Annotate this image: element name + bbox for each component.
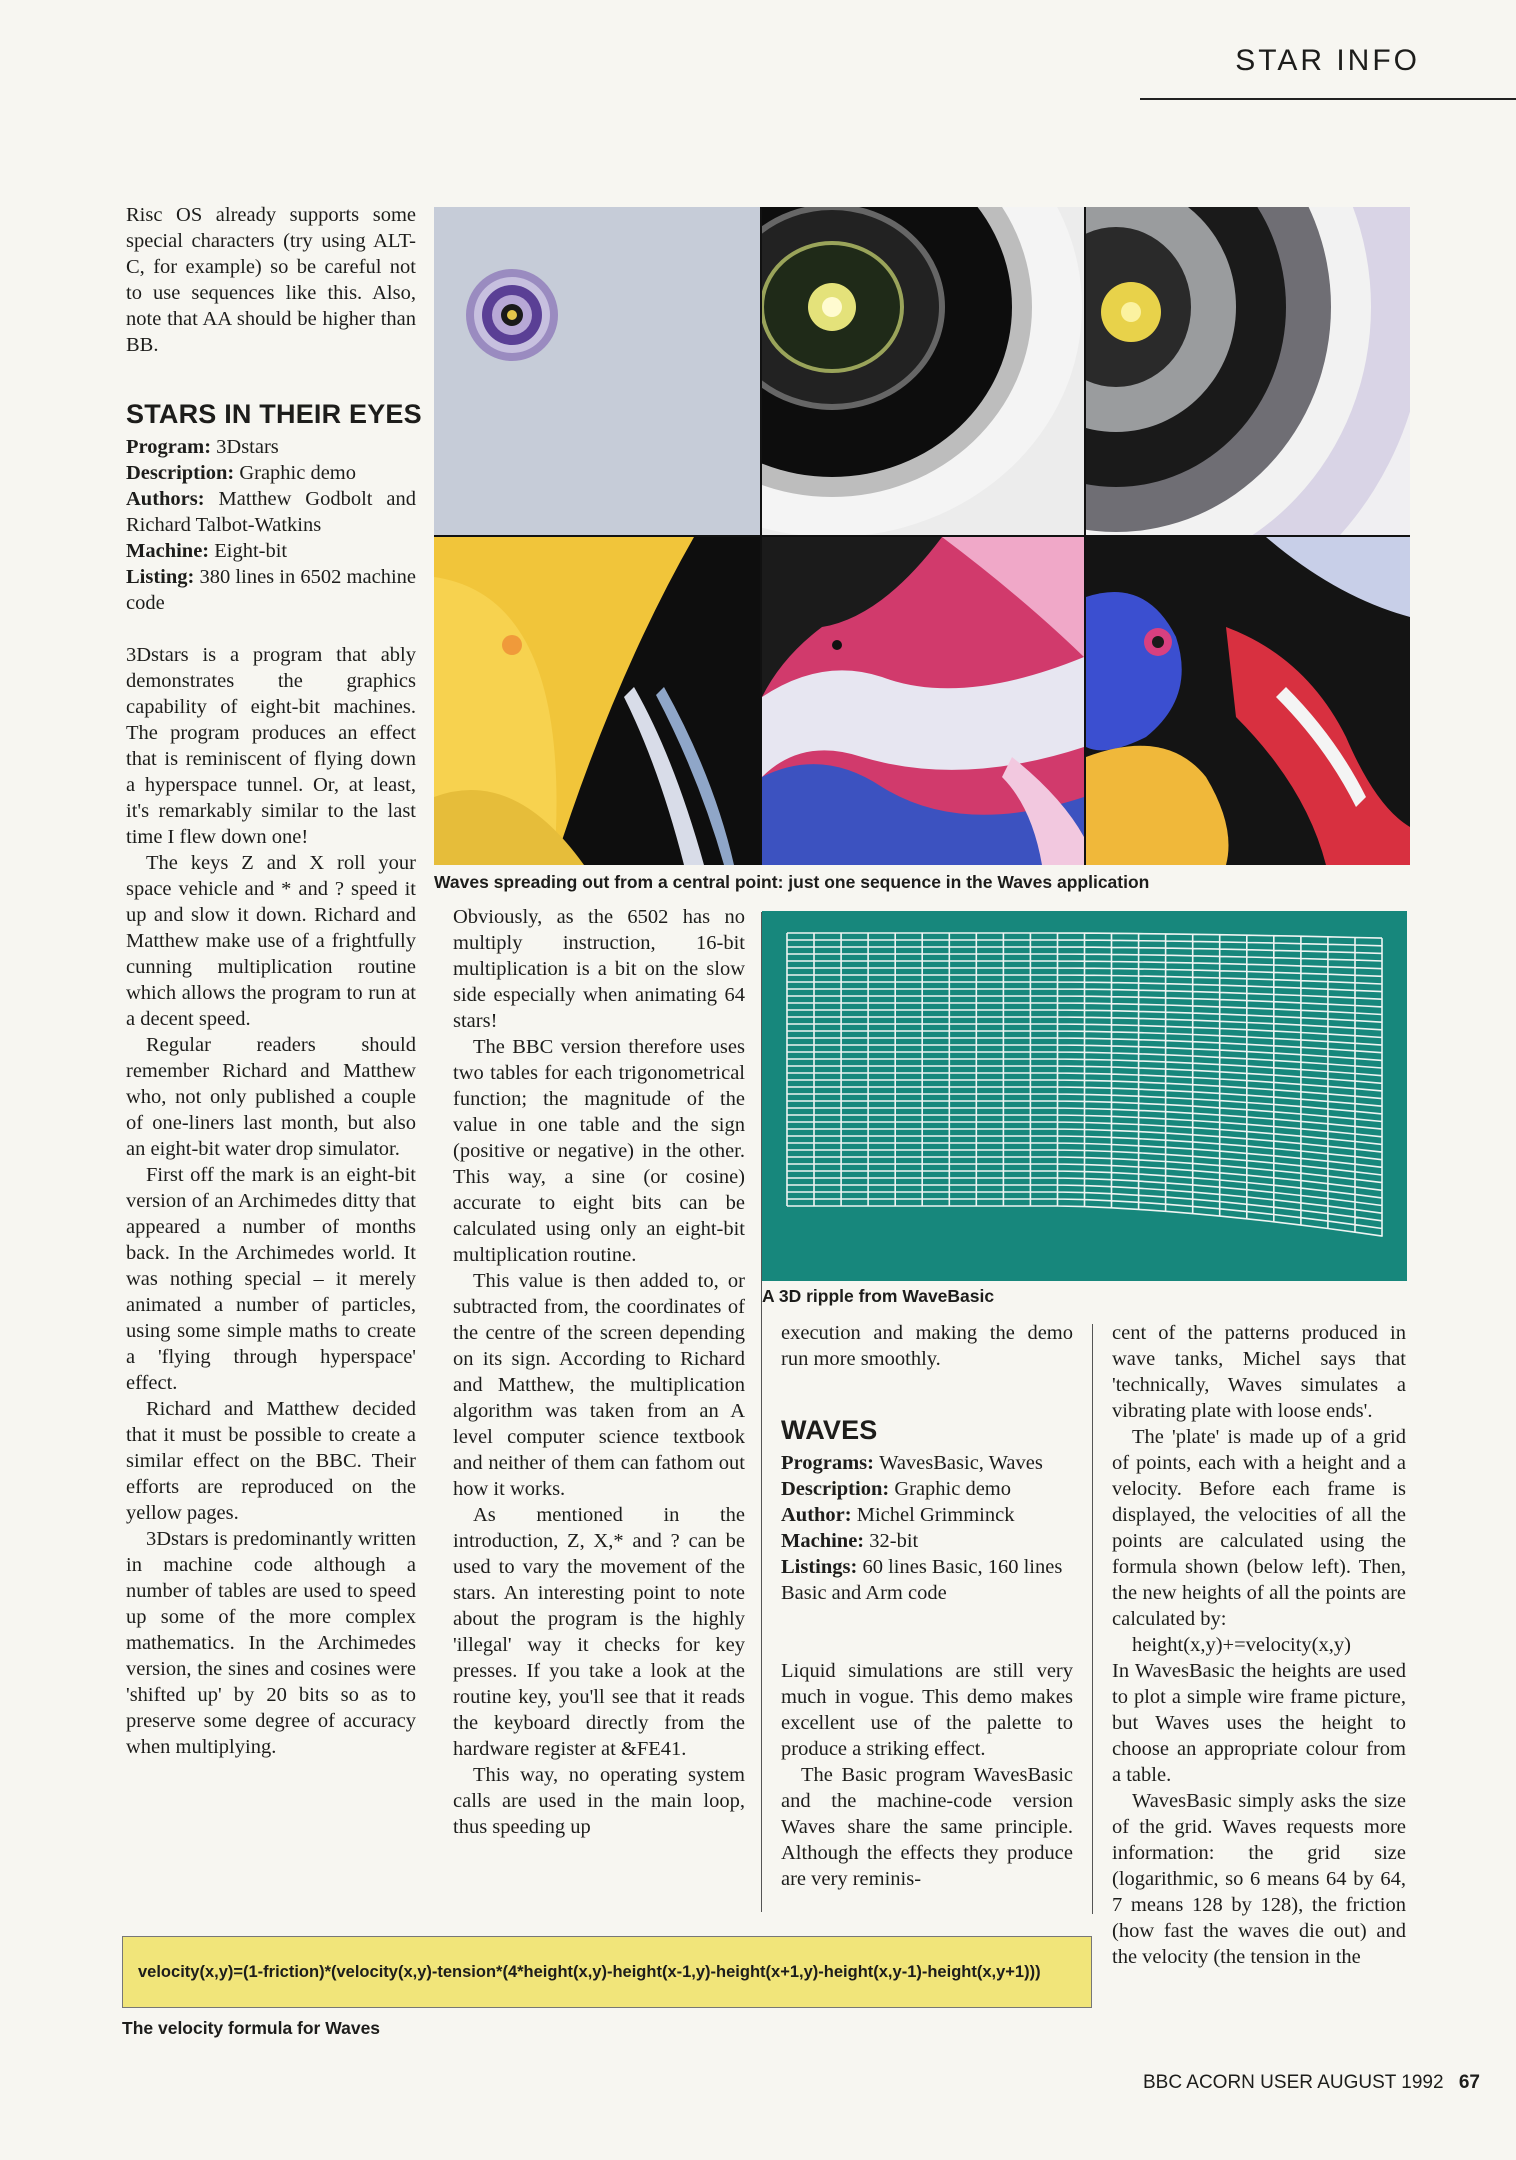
waves-frame-3 — [1086, 207, 1410, 535]
ripple-caption: A 3D ripple from WaveBasic — [762, 1286, 995, 1306]
formula-text: velocity(x,y)=(1-friction)*(velocity(x,y)-tension*(4*height(x,y)-height(x-1,y)-height(x+1,y)-height(x,y-1)-height(x,y+1))) — [138, 1963, 1041, 1981]
waves-column-3 — [781, 1658, 1073, 1892]
formula-box — [122, 1936, 1092, 2008]
waves-frame-6 — [1086, 537, 1410, 865]
waves-frame-2 — [762, 207, 1084, 535]
waves-frame-1 — [434, 207, 760, 535]
waves-frame-5 — [762, 537, 1084, 865]
waves-image-grid — [434, 207, 1410, 865]
paragraph: WavesBasic simply asks the size of the grid. Waves requests more information: the grid size (logarithmic, so 6 means 64 by 64, 7 means 128 by 128), the friction (how fast the waves die out) and the velocity (the tension in the — [1112, 1790, 1406, 1968]
ripple-wireframe — [787, 933, 1382, 1237]
stars-column-2 — [453, 904, 745, 1840]
paragraph: 3Dstars is predominantly written in machine code although a number of tables are used to speed up some of the more complex mathematics. In the Archimedes version, the sines and cosines were 'shifted up' by 20 bits so as to preserve some degree of accuracy when multiplying. — [126, 1528, 416, 1758]
waves-spec: Programs: WavesBasic, Waves Description: Graphic demo Author: Michel Grimminck Machine: 32-bit Listings: 60 lines Basic, 160 lines Basic and Arm code — [781, 1452, 1063, 1604]
code-line: height(x,y)+=velocity(x,y) — [1132, 1634, 1351, 1656]
waves-caption: Waves spreading out from a central point: just one sequence in the Waves application — [434, 872, 1150, 892]
header-rule — [1140, 98, 1516, 100]
column-divider — [1092, 1324, 1093, 1914]
paragraph: cent of the patterns produced in wave tanks, Michel says that 'technically, Waves simulates a vibrating plate with loose ends'. — [1112, 1322, 1406, 1422]
formula-caption: The velocity formula for Waves — [122, 2018, 381, 2038]
waves-frame-4 — [434, 537, 760, 865]
paragraph: Regular readers should remember Richard and Matthew who, not only published a couple of one-liners last month, but also an eight-bit water drop simulator. — [126, 1034, 416, 1160]
paragraph: The BBC version therefore uses two tables for each trigonometrical function; the magnitude of the value in one table and the sign (positive or negative) in the other. This way, a sine (or cosine) accurate to eight bits can be calculated using only an eight-bit multiplication routine. — [453, 1036, 745, 1266]
footer — [1000, 2072, 1480, 2094]
intro-text: Risc OS already supports some special characters (try using ALT-C, for example) so be careful not to use sequences like this. Also, note that AA should be higher than BB. — [126, 204, 416, 356]
stars-spec: Program: 3Dstars Description: Graphic demo Authors: Matthew Godbolt and Richard Talbot-Watkins Machine: Eight-bit Listing: 380 lines in 6502 machine code — [126, 436, 417, 614]
paragraph: This way, no operating system calls are used in the main loop, thus speeding up — [453, 1764, 745, 1838]
page-number: 67 — [1458, 2072, 1480, 2093]
section-header: STAR INFO — [1235, 44, 1420, 77]
waves-column-4 — [1112, 1320, 1406, 1970]
paragraph: Liquid simulations are still very much in vogue. This demo makes excellent use of the palette to produce a striking effect. — [781, 1660, 1073, 1760]
paragraph: 3Dstars is a program that ably demonstrates the graphics capability of eight-bit machines. The program produces an effect that is reminiscent of flying down a hyperspace tunnel. Or, at least, it's remarkably similar to the last time I flew down one! — [126, 644, 416, 848]
footer-magazine: BBC ACORN USER AUGUST 1992 — [1142, 2072, 1444, 2093]
paragraph: As mentioned in the introduction, Z, X,* and ? can be used to vary the movement of the stars. An interesting point to note about the program is the highly 'illegal' way it checks for key presses. If you take a look at the routine key, you'll see that it reads the keyboard directly from the hardware register at &FE41. — [453, 1504, 745, 1760]
paragraph: Richard and Matthew decided that it must be possible to create a similar effect on the BBC. Their efforts are reproduced on the yellow pages. — [126, 1398, 416, 1524]
paragraph: Obviously, as the 6502 has no multiply instruction, 16-bit multiplication is a bit on the slow side especially when animating 64 stars! — [453, 906, 745, 1032]
paragraph: This value is then added to, or subtracted from, the coordinates of the centre of the screen depending on its sign. According to Richard and Matthew, the multiplication algorithm was taken from an A level computer science textbook and neither of them can fathom out how it works. — [453, 1270, 745, 1500]
paragraph: The 'plate' is made up of a grid of points, each with a height and a velocity. Before each frame is displayed, the velocities of all the points are calculated using the formula shown (below left). Then, the new heights of all the points are calculated by: — [1112, 1426, 1406, 1630]
ripple-image — [762, 911, 1407, 1281]
waves-heading: WAVES — [781, 1415, 878, 1445]
stars-heading: STARS IN THEIR EYES — [126, 399, 422, 429]
paragraph: The Basic program WavesBasic and the machine-code version Waves share the same principle. Although the effects they produce are very reminis- — [781, 1764, 1073, 1890]
paragraph: First off the mark is an eight-bit version of an Archimedes ditty that appeared a number of months back. In the Archimedes world. It was nothing special – it merely animated a number of particles, using some simple maths to create a 'flying through hyperspace' effect. — [126, 1164, 416, 1394]
stars-column-1 — [126, 642, 416, 1760]
paragraph: The keys Z and X roll your space vehicle and * and ? speed it up and slow it down. Richard and Matthew make use of a frightfully cunning multiplication routine which allows the program to run at a decent speed. — [126, 852, 416, 1030]
paragraph: In WavesBasic the heights are used to plot a simple wire frame picture, but Waves uses the height to choose an appropriate colour from a table. — [1112, 1660, 1406, 1786]
waves-column-3-top: execution and making the demo run more smoothly. — [781, 1322, 1073, 1370]
